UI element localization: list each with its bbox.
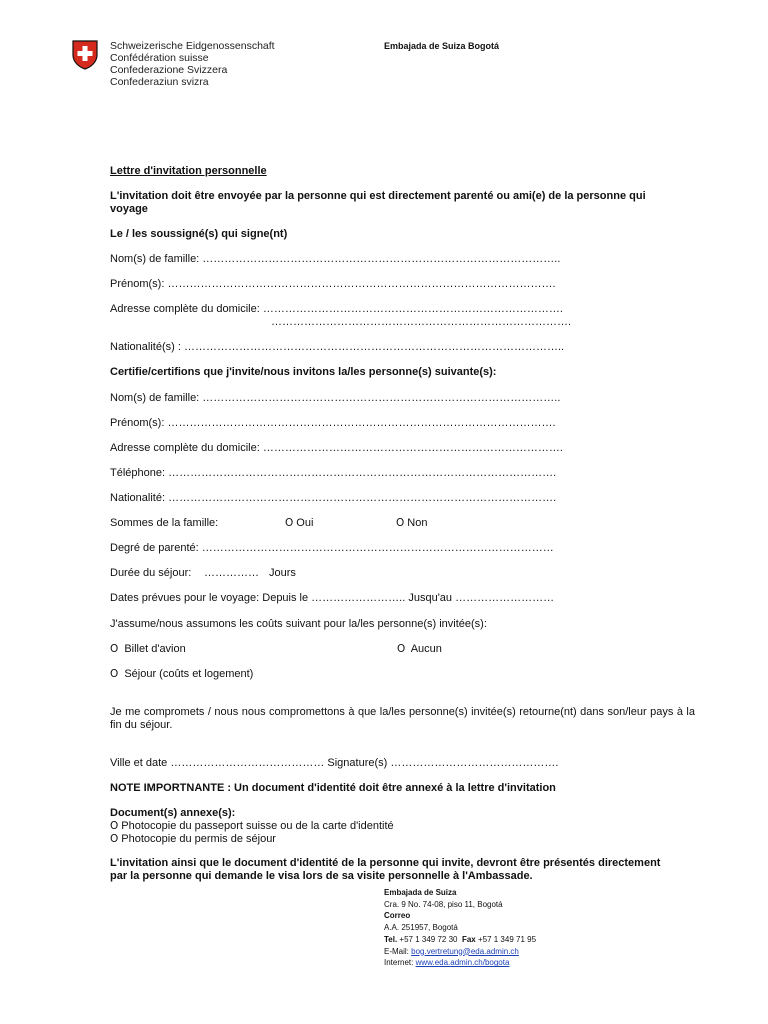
- radio-circle-icon: O: [285, 517, 294, 529]
- footer-correo-label: Correo: [384, 911, 411, 921]
- commitment-paragraph: Je me compromets / nous nous compromettons à que la/les personne(s) invitée(s) retourne(nt) dans son/leur pays à la fin du séjour.: [110, 706, 695, 731]
- guest-last-name-field: Nom(s) de famille: ……………………………………………………………………………………..: [110, 392, 561, 404]
- final-instructions: L'invitation ainsi que le document d'identité de la personne qui invite, devront être présentés directement: [110, 857, 661, 869]
- option-stay-costs-label: Séjour (coûts et logement): [124, 668, 254, 680]
- guest-phone-field: Téléphone: …………………………………………………………………………………………….: [110, 467, 557, 479]
- radio-circle-icon: O: [110, 820, 119, 832]
- email-label: E-Mail:: [384, 946, 409, 956]
- costs-heading: J'assume/nous assumons les coûts suivant pour la/les personne(s) invitée(s):: [110, 618, 487, 630]
- annex-item: [110, 833, 276, 846]
- radio-circle-icon: O: [110, 833, 119, 845]
- embassy-contact-block: [384, 887, 536, 969]
- annex-heading: Document(s) annexe(s):: [110, 807, 236, 819]
- guest-nationality-field: Nationalité: …………………………………………………………………………………………….: [110, 492, 557, 504]
- embassy-header: Embajada de Suiza Bogotá: [384, 41, 500, 51]
- fax-value: +57 1 349 71 95: [477, 934, 537, 944]
- guest-address-field: Adresse complète du domicile: ……………………………………………………………………….: [110, 442, 563, 454]
- signature-line: Ville et date …………………………………… Signature(s) ……………………………………….: [110, 757, 559, 769]
- option-plane-ticket: [110, 643, 186, 656]
- email-link[interactable]: bog.vertretung@eda.admin.ch: [411, 946, 519, 956]
- swiss-confederation-logo: [72, 40, 277, 102]
- internet-label: Internet:: [384, 958, 414, 968]
- option-non: [396, 517, 427, 530]
- signer-last-name-field: Nom(s) de famille: ……………………………………………………………………………………..: [110, 253, 561, 265]
- footer-po-box: A.A. 251957, Bogotá: [384, 923, 458, 933]
- annex-item: [110, 820, 394, 833]
- federation-line: Confederaziun svizra: [110, 76, 209, 88]
- footer-internet: [384, 957, 536, 969]
- option-none-label: Aucun: [410, 643, 442, 655]
- intro-text-cont: voyage: [110, 203, 148, 215]
- signer-first-name-field: Prénom(s): …………………………………………………………………………………………….: [110, 278, 556, 290]
- federation-line: Confédération suisse: [110, 52, 209, 64]
- guest-first-name-field: Prénom(s): …………………………………………………………………………………………….: [110, 417, 556, 429]
- radio-circle-icon: O: [397, 643, 406, 655]
- stay-duration-dots: ……………: [204, 567, 259, 579]
- radio-circle-icon: O: [110, 643, 119, 655]
- option-plane-ticket-label: Billet d'avion: [124, 643, 186, 655]
- stay-duration-unit: Jours: [269, 567, 296, 579]
- website-link[interactable]: www.eda.admin.ch/bogota: [415, 958, 510, 968]
- radio-circle-icon: O: [110, 668, 119, 680]
- signer-address-field: Adresse complète du domicile: ……………………………………………………………………….: [110, 303, 563, 315]
- footer-embassy-name: Embajada de Suiza: [384, 888, 457, 897]
- important-note: NOTE IMPORTNANTE : Un document d'identité doit être annexé à la lettre d'invitation: [110, 782, 556, 794]
- signer-address-field-cont: ……………………………………………………………………….: [271, 316, 572, 328]
- family-member-label: Sommes de la famille:: [110, 517, 219, 529]
- relationship-field: Degré de parenté: ……………………………………………………………………………………: [110, 542, 554, 554]
- footer-address: Cra. 9 No. 74-08, piso 11, Bogotá: [384, 899, 503, 909]
- federation-line: Schweizerische Eidgenossenschaft: [110, 40, 275, 52]
- page-title: Lettre d'invitation personnelle: [110, 165, 267, 177]
- annex-item-label: Photocopie du passeport suisse ou de la carte d'identité: [121, 820, 394, 832]
- footer-phone-fax: [384, 934, 536, 946]
- tel-value: +57 1 349 72 30: [399, 934, 458, 944]
- option-non-label: Non: [407, 517, 428, 529]
- fax-label: Fax: [461, 934, 476, 944]
- option-oui: [285, 517, 313, 530]
- radio-circle-icon: O: [396, 517, 405, 529]
- certify-heading: Certifie/certifions que j'invite/nous invitons la/les personne(s) suivante(s):: [110, 366, 497, 378]
- stay-duration-label: Durée du séjour:: [110, 567, 192, 579]
- final-instructions-cont: par la personne qui demande le visa lors de sa visite personnelle à l'Ambassade.: [110, 870, 533, 882]
- federation-line: Confederazione Svizzera: [110, 64, 228, 76]
- federation-names: [110, 40, 275, 88]
- annex-item-label: Photocopie du permis de séjour: [121, 833, 276, 845]
- option-none: [397, 643, 442, 656]
- tel-label: Tel.: [384, 934, 398, 944]
- footer-email: [384, 946, 536, 958]
- option-stay-costs: [110, 668, 253, 681]
- swiss-coat-of-arms-icon: [72, 40, 98, 70]
- travel-dates-field: Dates prévues pour le voyage: Depuis le …………………….. Jusqu'au ………………………: [110, 592, 555, 604]
- intro-text: L'invitation doit être envoyée par la personne qui est directement parenté ou ami(e) de la personne qui: [110, 190, 646, 202]
- option-oui-label: Oui: [296, 517, 314, 529]
- signers-heading: Le / les soussigné(s) qui signe(nt): [110, 228, 288, 240]
- signer-nationality-field: Nationalité(s) : …………………………………………………………………………………………..: [110, 341, 565, 353]
